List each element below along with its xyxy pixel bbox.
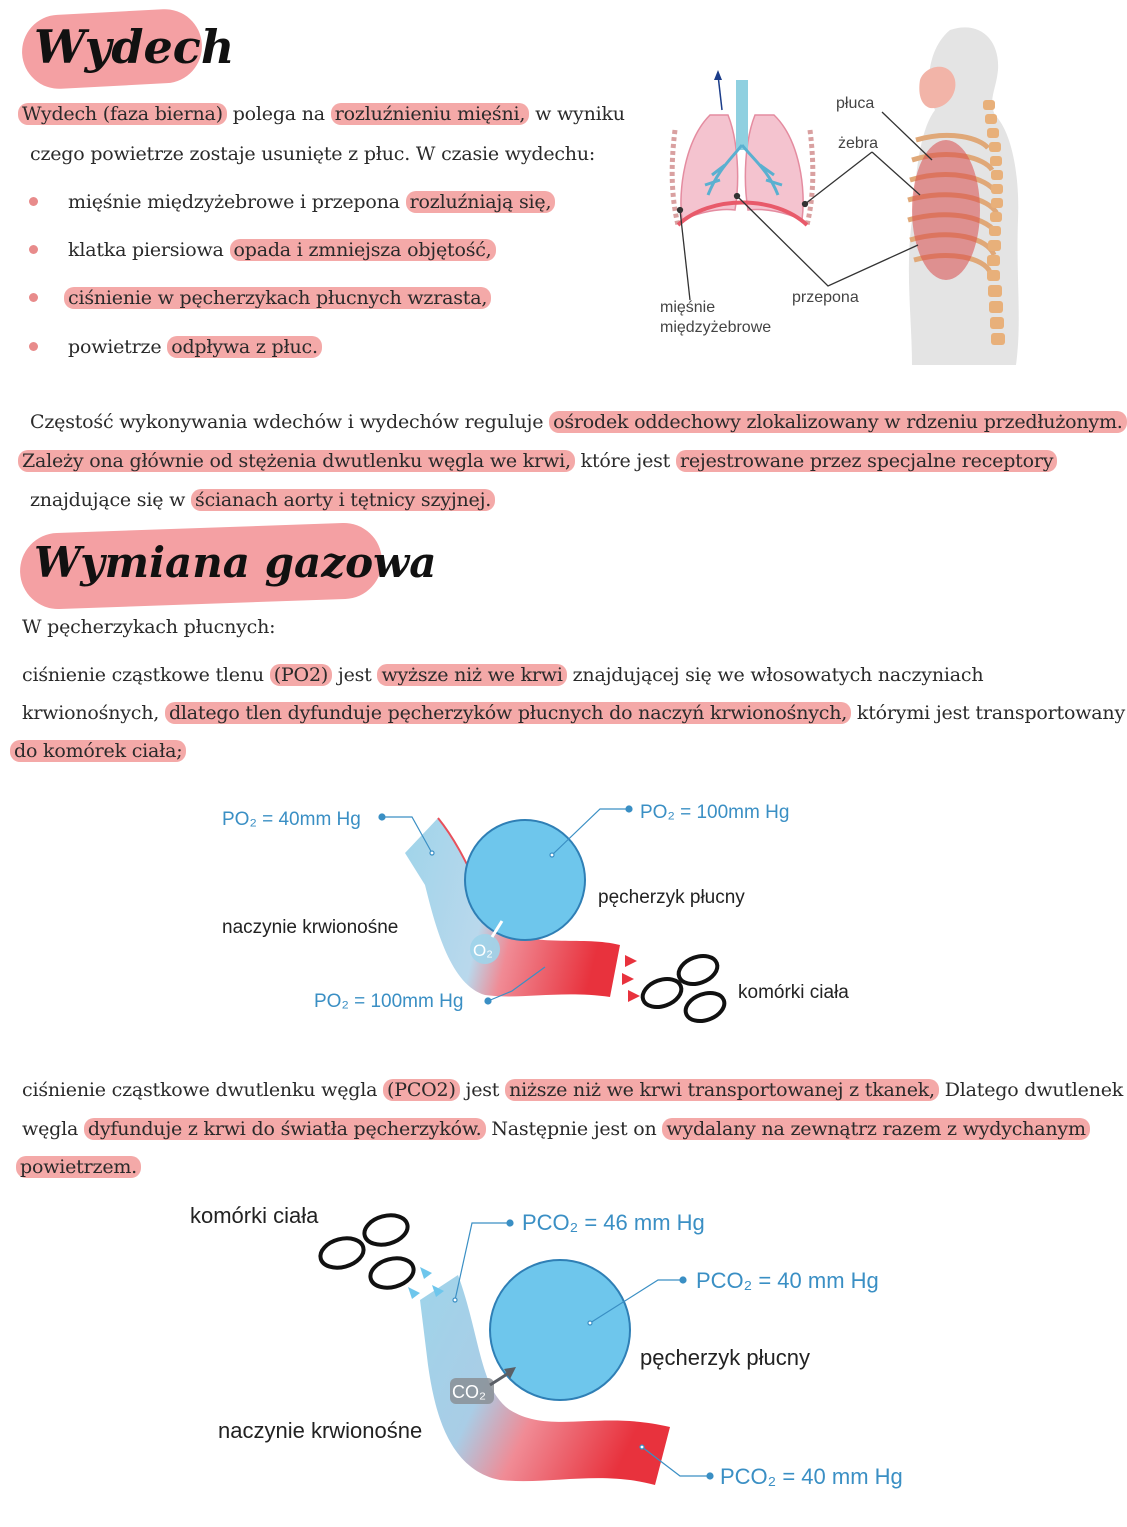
o2-line2: krwionośnych, dlatego tlen dyfunduje pęcherzyków płucnych do naczyń krwionośnych, którymi jest transportowany xyxy=(22,702,1125,724)
label-diaphragm: przepona xyxy=(792,289,859,306)
label-lungs: płuca xyxy=(836,95,875,112)
co2-line2: węgla dyfunduje z krwi do światła pęcherzyków. Następnie jest on wydalany na zewnątrz razem z wydychanym xyxy=(22,1110,1090,1148)
vessel-label: naczynie krwionośne xyxy=(218,1418,423,1443)
diffusion-arrows xyxy=(622,955,640,1002)
bullet-dot xyxy=(29,197,38,206)
o2-label: O₂ xyxy=(473,941,493,960)
bullet-item-4: powietrze odpływa z płuc. xyxy=(68,328,322,366)
alveolus-label: pęcherzyk płucny xyxy=(640,1345,810,1370)
highlight-relaxation: rozluźnieniu mięśni, xyxy=(331,103,529,125)
po2-alveolus-label: PO₂ = 100mm Hg xyxy=(640,802,790,823)
pco2-inflow-label: PCO₂ = 46 mm Hg xyxy=(522,1210,705,1235)
label-ribs: żebra xyxy=(838,135,879,152)
bullet-dot xyxy=(29,245,38,254)
co2-label: CO₂ xyxy=(452,1382,486,1402)
body-cells xyxy=(317,1211,417,1292)
cells-label: komórki ciała xyxy=(190,1203,319,1228)
rib-outline xyxy=(807,130,813,225)
bullet-item-1: mięśnie międzyżebrowe i przepona rozluźniają się, xyxy=(68,183,555,221)
exhale-intro-line1: Wydech (faza bierna) polega na rozluźnieniu mięśni, w wyniku xyxy=(18,95,625,133)
bullet-item-2: klatka piersiowa opada i zmniejsza objętość, xyxy=(68,231,496,269)
po2-inflow-label: PO₂ = 40mm Hg xyxy=(222,809,361,830)
vessel-label: naczynie krwionośne xyxy=(222,917,399,938)
o2-line3: do komórek ciała; xyxy=(10,732,186,770)
alveolus xyxy=(465,820,585,940)
co2-line1: ciśnienie cząstkowe dwutlenku węgla (PCO2) jest niższe niż we krwi transportowanej z tkanek, Dlatego dwutlenek xyxy=(22,1079,1124,1101)
exhale-arrow xyxy=(718,75,722,110)
exhale-anatomy-figure xyxy=(650,20,1060,370)
co2-exchange-diagram xyxy=(180,1195,940,1515)
bullet-dot xyxy=(29,342,38,351)
regulation-line1: Częstość wykonywania wdechów i wydechów reguluje ośrodek oddechowy zlokalizowany w rdzeniu przedłużonym. xyxy=(30,403,1127,441)
alveolus-label: pęcherzyk płucny xyxy=(598,887,745,908)
gas-lead: W pęcherzykach płucnych: xyxy=(22,616,276,638)
heading-gas-exchange: Wymiana gazowa xyxy=(34,538,437,587)
cells-label: komórki ciała xyxy=(738,982,849,1003)
co2-line3: powietrzem. xyxy=(16,1148,141,1186)
exhale-intro-line2: czego powietrze zostaje usunięte z płuc. W czasie wydechu: xyxy=(30,143,596,165)
label-intercostal-1: mięśnie xyxy=(660,299,716,316)
alveolus xyxy=(490,1260,630,1400)
regulation-line3: znajdujące się w ścianach aorty i tętnicy szyjnej. xyxy=(30,481,495,519)
bullet-item-3: ciśnienie w pęcherzykach płucnych wzrasta, xyxy=(64,279,491,317)
body-cells xyxy=(639,951,728,1026)
exhale-arrowhead xyxy=(714,70,722,80)
bullet-dot xyxy=(29,293,38,302)
label-intercostal-2: międzyżebrowe xyxy=(660,319,772,336)
pco2-outflow-label: PCO₂ = 40 mm Hg xyxy=(720,1464,903,1489)
o2-exchange-diagram xyxy=(200,785,849,1045)
o2-line1: ciśnienie cząstkowe tlenu (PO2) jest wyższe niż we krwi znajdującej się we włosowatych naczyniach xyxy=(22,664,984,686)
po2-outflow-label: PO₂ = 100mm Hg xyxy=(314,991,464,1012)
trachea xyxy=(736,80,748,150)
lung-side xyxy=(912,140,980,280)
pco2-alveolus-label: PCO₂ = 40 mm Hg xyxy=(696,1268,879,1293)
highlight-passive-phase: Wydech (faza bierna) xyxy=(18,103,227,125)
regulation-line2: Zależy ona głównie od stężenia dwutlenku węgla we krwi, które jest rejestrowane przez specjalne receptory xyxy=(18,442,1057,480)
heading-wydech: Wydech xyxy=(34,20,235,74)
